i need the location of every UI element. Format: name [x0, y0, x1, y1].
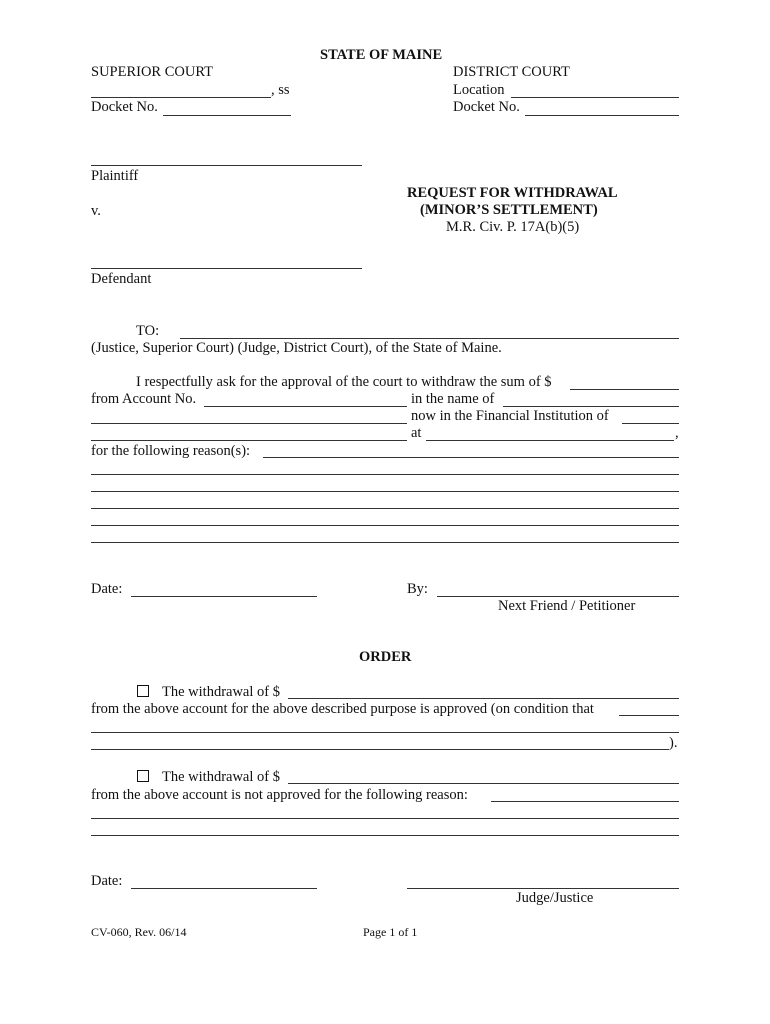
county-line[interactable] — [91, 97, 271, 98]
plaintiff-line[interactable] — [91, 165, 362, 166]
name-continued-line[interactable] — [91, 423, 407, 424]
not-approved-text: from the above account is not approved for the following reason: — [91, 787, 468, 803]
district-court-label: DISTRICT COURT — [453, 64, 570, 80]
withdrawal-not-approved-label: The withdrawal of $ — [162, 769, 280, 785]
account-label: from Account No. — [91, 391, 197, 407]
approved-text: from the above account for the above described purpose is approved (on condition that — [91, 701, 594, 717]
judge-caption: Judge/Justice — [516, 890, 594, 906]
defendant-label: Defendant — [91, 271, 152, 287]
versus-label: v. — [91, 203, 101, 219]
reasons-label: for the following reason(s): — [91, 443, 251, 459]
judge-signature-line[interactable] — [407, 888, 679, 889]
institution-continued-line[interactable] — [91, 440, 407, 441]
approved-checkbox[interactable] — [137, 685, 149, 697]
location-line[interactable] — [511, 97, 679, 98]
plaintiff-label: Plaintiff — [91, 168, 139, 184]
ss-label: , ss — [271, 82, 290, 98]
sum-line[interactable] — [570, 389, 679, 390]
superior-court-label: SUPERIOR COURT — [91, 64, 213, 80]
order-date-line[interactable] — [131, 888, 317, 889]
reason-line-3[interactable] — [91, 491, 679, 492]
form-id: CV-060, Rev. 06/14 — [91, 925, 187, 939]
docket-right-line[interactable] — [525, 115, 679, 116]
denial-reason-line-1[interactable] — [491, 801, 679, 802]
addressee-text: (Justice, Superior Court) (Judge, District Court), of the State of Maine. — [91, 340, 502, 356]
defendant-line[interactable] — [91, 268, 362, 269]
not-approved-amount-line[interactable] — [288, 783, 679, 784]
not-approved-checkbox[interactable] — [137, 770, 149, 782]
request-date-line[interactable] — [131, 596, 317, 597]
request-sum-text: I respectfully ask for the approval of the court to withdraw the sum of $ — [136, 374, 552, 390]
rule-citation: M.R. Civ. P. 17A(b)(5) — [446, 219, 580, 235]
reason-line-4[interactable] — [91, 508, 679, 509]
condition-close: ). — [669, 735, 678, 751]
request-title-line1: REQUEST FOR WITHDRAWAL — [407, 185, 618, 201]
docket-left-label: Docket No. — [91, 99, 158, 115]
approved-amount-line[interactable] — [288, 698, 679, 699]
order-heading: ORDER — [359, 649, 412, 665]
at-line[interactable] — [426, 440, 674, 441]
denial-reason-line-3[interactable] — [91, 835, 679, 836]
location-label: Location — [453, 82, 505, 98]
order-date-label: Date: — [91, 873, 123, 889]
condition-line-1[interactable] — [619, 715, 679, 716]
petitioner-caption: Next Friend / Petitioner — [498, 598, 636, 614]
request-title-line2: (MINOR’S SETTLEMENT) — [420, 202, 598, 218]
docket-left-line[interactable] — [163, 115, 291, 116]
petitioner-signature-line[interactable] — [437, 596, 679, 597]
institution-line[interactable] — [622, 423, 679, 424]
comma: , — [675, 425, 679, 441]
account-line[interactable] — [204, 406, 407, 407]
reason-line-1[interactable] — [263, 457, 679, 458]
at-label: at — [411, 425, 422, 441]
condition-line-3[interactable] — [91, 749, 669, 750]
to-line[interactable] — [180, 338, 679, 339]
page-number: Page 1 of 1 — [363, 925, 418, 939]
denial-reason-line-2[interactable] — [91, 818, 679, 819]
condition-line-2[interactable] — [91, 732, 679, 733]
financial-institution-label: now in the Financial Institution of — [411, 408, 609, 424]
state-heading: STATE OF MAINE — [320, 47, 443, 63]
to-label: TO: — [136, 323, 160, 339]
by-label: By: — [407, 581, 428, 597]
request-date-label: Date: — [91, 581, 123, 597]
in-name-of-label: in the name of — [411, 391, 495, 407]
reason-line-6[interactable] — [91, 542, 679, 543]
reason-line-2[interactable] — [91, 474, 679, 475]
reason-line-5[interactable] — [91, 525, 679, 526]
docket-right-label: Docket No. — [453, 99, 520, 115]
name-line[interactable] — [503, 406, 679, 407]
withdrawal-approved-label: The withdrawal of $ — [162, 684, 280, 700]
